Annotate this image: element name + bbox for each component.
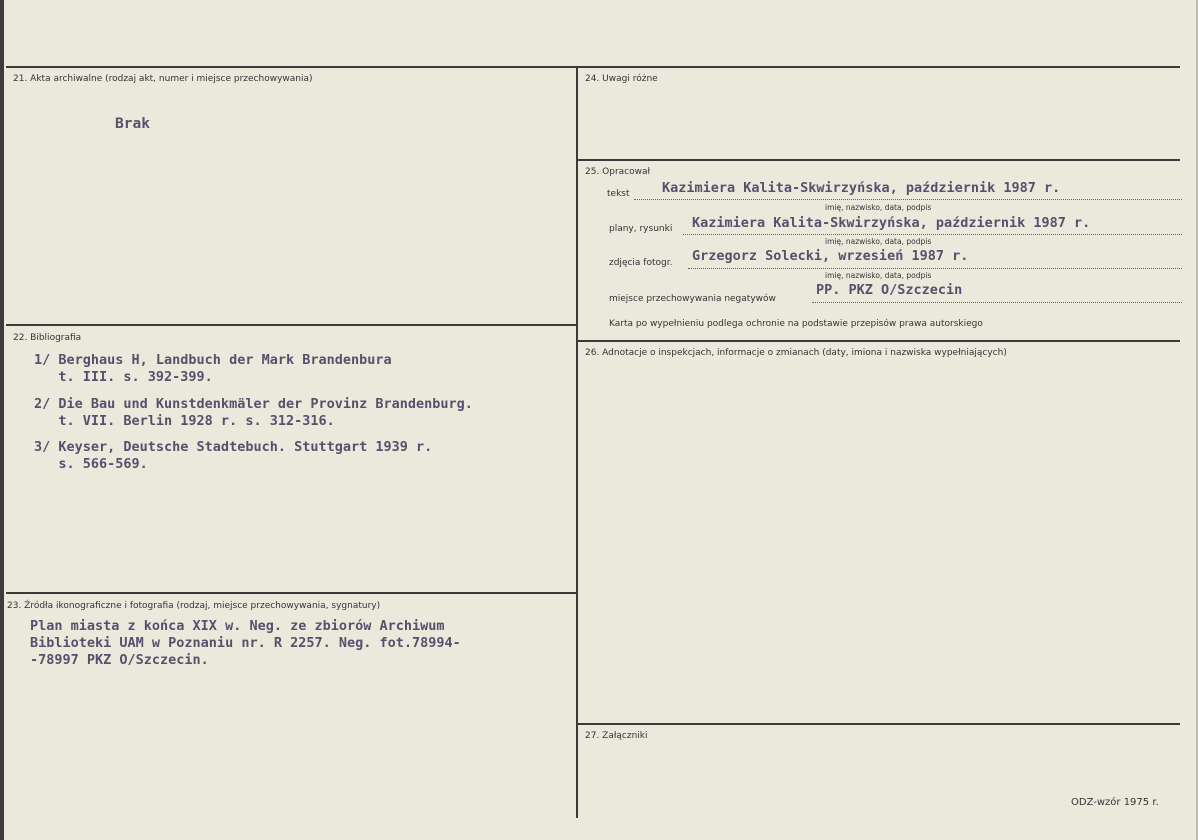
tekst-caption: imię, nazwisko, data, podpis <box>825 203 932 212</box>
bibliography-item-2: 2/ Die Bau und Kunstdenkmäler der Provinz Brandenburg. t. VII. Berlin 1928 r. s. 312-316. <box>34 396 473 429</box>
section-23-label: 23. Źródła ikonograficzne i fotografia (rodzaj, miejsce przechowywania, sygnatury) <box>7 601 381 611</box>
rule-24-25 <box>578 159 1180 161</box>
negatywy-value: PP. PKZ O/Szczecin <box>816 282 963 298</box>
bibliography-item-1: 1/ Berghaus H, Landbuch der Mark Brandenbura t. III. s. 392-399. <box>34 352 392 385</box>
section-21-label: 21. Akta archiwalne (rodzaj akt, numer i miejsce przechowywania) <box>13 74 313 84</box>
bibliography-item-3: 3/ Keyser, Deutsche Stadtebuch. Stuttgart 1939 r. s. 566-569. <box>34 439 433 472</box>
rule-26-27 <box>578 723 1180 725</box>
copyright-notice: Karta po wypełnieniu podlega ochronie na podstawie przepisów prawa autorskiego <box>609 319 983 329</box>
tekst-line <box>634 199 1182 200</box>
center-rule <box>576 66 578 818</box>
rule-21-22 <box>6 324 576 326</box>
rule-22-23 <box>6 592 576 594</box>
plany-label: plany, rysunki <box>609 224 673 234</box>
rule-25-26 <box>578 340 1180 342</box>
left-edge <box>0 0 4 840</box>
negatywy-label: miejsce przechowywania negatywów <box>609 294 776 304</box>
form-footer: ODZ-wzór 1975 r. <box>1071 797 1159 808</box>
section-23-text: Plan miasta z końca XIX w. Neg. ze zbiorów Archiwum Biblioteki UAM w Poznaniu nr. R 2257. Neg. fot.78994- -78997 PKZ O/Szczecin. <box>30 618 461 668</box>
tekst-value: Kazimiera Kalita-Skwirzyńska, październik 1987 r. <box>662 180 1061 196</box>
plany-line <box>683 234 1182 235</box>
section-25-label: 25. Opracował <box>585 167 651 177</box>
plany-caption: imię, nazwisko, data, podpis <box>825 237 932 246</box>
zdjecia-value: Grzegorz Solecki, wrzesień 1987 r. <box>692 248 969 264</box>
top-rule <box>6 66 1180 68</box>
section-27-label: 27. Załączniki <box>585 731 648 741</box>
zdjecia-line <box>688 268 1182 269</box>
negatywy-line <box>812 302 1182 303</box>
section-26-label: 26. Adnotacje o inspekcjach, informacje o zmianach (daty, imiona i nazwiska wypełniających) <box>585 348 1007 358</box>
plany-value: Kazimiera Kalita-Skwirzyńska, październik 1987 r. <box>692 215 1091 231</box>
zdjecia-label: zdjęcia fotogr. <box>609 258 673 268</box>
section-21-text: Brak <box>115 116 150 132</box>
section-24-label: 24. Uwagi różne <box>585 74 658 84</box>
zdjecia-caption: imię, nazwisko, data, podpis <box>825 271 932 280</box>
tekst-label: tekst <box>607 189 630 199</box>
section-22-label: 22. Bibliografia <box>13 333 82 343</box>
